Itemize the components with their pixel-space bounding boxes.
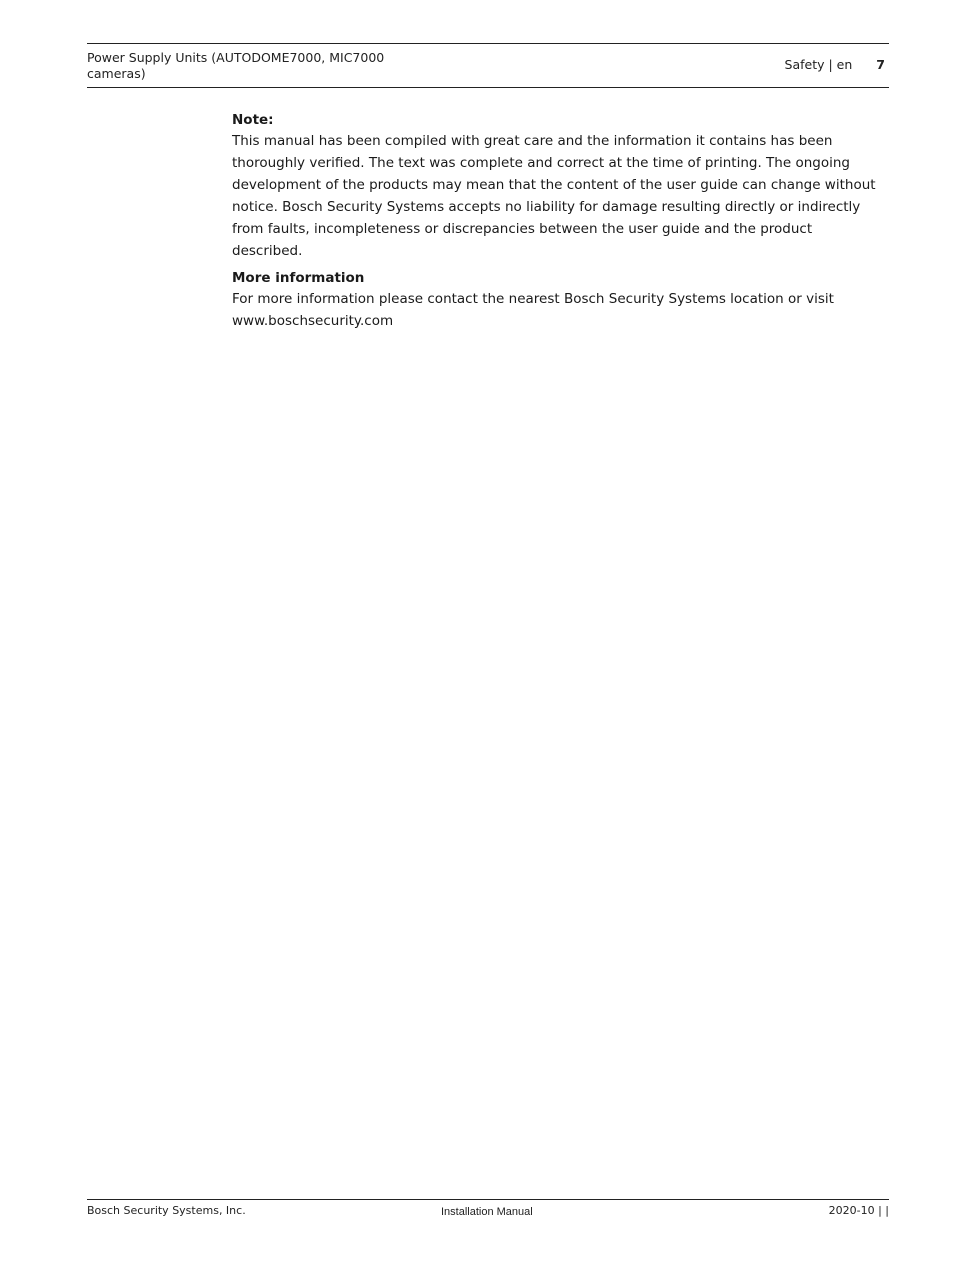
note-line: development of the products may mean that the content of the user guide can change without [232,177,876,193]
header-document-title [87,50,407,82]
main-content [232,110,892,332]
header-title-line-1: Power Supply Units (AUTODOME7000, MIC7000 [87,50,385,65]
header-top-rule [87,43,889,44]
note-line: described. [232,243,303,259]
header-title-line-2: cameras) [87,66,146,81]
more-info-line: For more information please contact the nearest Bosch Security Systems location or visit [232,291,834,307]
note-line: This manual has been compiled with great care and the information it contains has been [232,133,833,149]
more-info-url: www.boschsecurity.com [232,313,394,329]
header-section-label: Safety | en [784,57,853,72]
note-line: from faults, incompleteness or discrepancies between the user guide and the product [232,221,813,237]
footer-date: 2020-10 | | [828,1204,889,1217]
note-line: thoroughly verified. The text was complete and correct at the time of printing. The ongoing [232,155,850,171]
footer-company: Bosch Security Systems, Inc. [87,1204,246,1217]
footer-rule [87,1199,889,1200]
header-page-number: 7 [876,57,885,72]
note-heading: Note: [232,112,274,128]
header-bottom-rule [87,87,889,88]
more-info-heading: More information [232,270,365,286]
footer-document-type: Installation Manual [441,1206,533,1218]
note-line: notice. Bosch Security Systems accepts no liability for damage resulting directly or indirectly [232,199,861,215]
header-section-info [785,57,885,73]
